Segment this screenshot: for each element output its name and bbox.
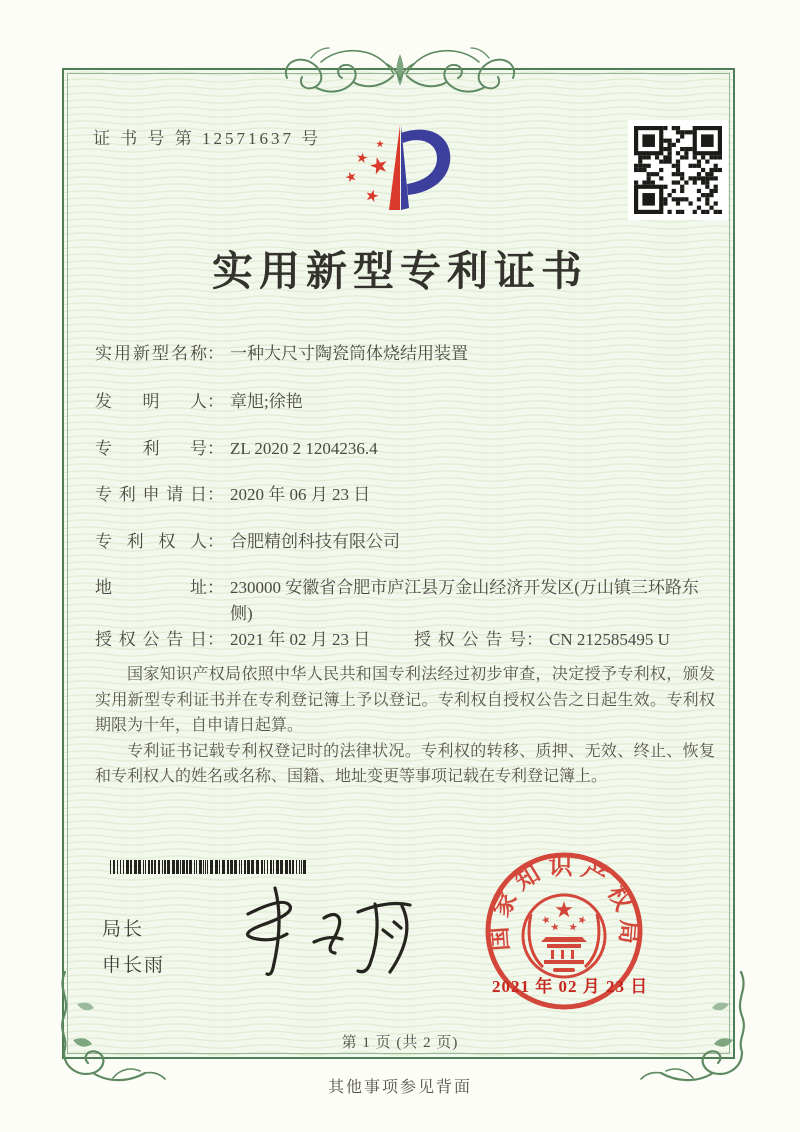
field-patent-number bbox=[95, 436, 725, 462]
page-number: 第 1 页 (共 2 页) bbox=[341, 1035, 459, 1051]
field-label: 专利申请日 bbox=[95, 485, 207, 504]
field-value: 一种大尺寸陶瓷筒体烧结用装置 bbox=[230, 344, 468, 363]
barcode bbox=[110, 860, 308, 874]
field-label: 专利权人 bbox=[95, 532, 207, 551]
certificate-number: 证 书 号 第 12571637 号 bbox=[93, 129, 322, 148]
field-value: ZL 2020 2 1204236.4 bbox=[230, 439, 378, 458]
seal-ring-text: 国家知识产权局 bbox=[486, 854, 642, 952]
field-colon: ： bbox=[207, 630, 224, 649]
certificate-title: 实用新型专利证书 bbox=[212, 248, 588, 294]
field-colon: ： bbox=[207, 532, 224, 551]
field-label: 实用新型名称 bbox=[95, 344, 207, 363]
legal-paragraph: 国家知识产权局依照中华人民共和国专利法经过初步审查，决定授予专利权，颁发实用新型专利证书并在专利登记簿上予以登记。专利权自授权公告之日起生效。专利权期限为十年，自申请日起算。 bbox=[95, 666, 715, 734]
field-value: 合肥精创科技有限公司 bbox=[230, 532, 400, 551]
field-value: 2021 年 02 月 23 日 bbox=[230, 630, 371, 649]
field-grant-announcement bbox=[95, 627, 725, 653]
field-utility-model-name bbox=[95, 341, 725, 367]
field-value: 2020 年 06 月 23 日 bbox=[230, 485, 371, 504]
field-label: 发明人 bbox=[95, 392, 207, 411]
signer-title: 局长 bbox=[102, 919, 145, 940]
qr-code bbox=[628, 120, 728, 220]
field-colon: ： bbox=[526, 630, 543, 649]
field-colon: ： bbox=[207, 392, 224, 411]
legal-text-block bbox=[95, 662, 715, 790]
field-colon: ： bbox=[207, 344, 224, 363]
field-value: 230000 安徽省合肥市庐江县万金山经济开发区(万山镇三环路东侧) bbox=[230, 578, 699, 623]
field-label: 地址 bbox=[95, 578, 207, 597]
back-side-note: 其他事项参见背面 bbox=[327, 1079, 472, 1096]
seal-date: 2021 年 02 月 23 日 bbox=[492, 977, 649, 996]
field-colon: ： bbox=[207, 485, 224, 504]
field-label: 授权公告日 bbox=[95, 630, 207, 649]
field-label: 专利号 bbox=[95, 439, 207, 458]
handwritten-signature-icon bbox=[226, 882, 436, 984]
field-application-date bbox=[95, 482, 725, 508]
cnipa-logo-icon bbox=[338, 120, 466, 218]
field-patentee bbox=[95, 529, 725, 555]
field-value: 章旭;徐艳 bbox=[230, 392, 303, 411]
field-value: CN 212585495 U bbox=[549, 630, 670, 649]
signer-name: 申长雨 bbox=[102, 955, 166, 976]
field-label: 授权公告号 bbox=[414, 630, 526, 649]
field-colon: ： bbox=[207, 439, 224, 458]
field-inventor bbox=[95, 389, 725, 415]
field-address bbox=[95, 575, 725, 627]
legal-paragraph: 专利证书记载专利权登记时的法律状况。专利权的转移、质押、无效、终止、恢复和专利权人的姓名或名称、国籍、地址变更等事项记载在专利登记簿上。 bbox=[95, 742, 715, 785]
field-colon: ： bbox=[207, 578, 224, 597]
